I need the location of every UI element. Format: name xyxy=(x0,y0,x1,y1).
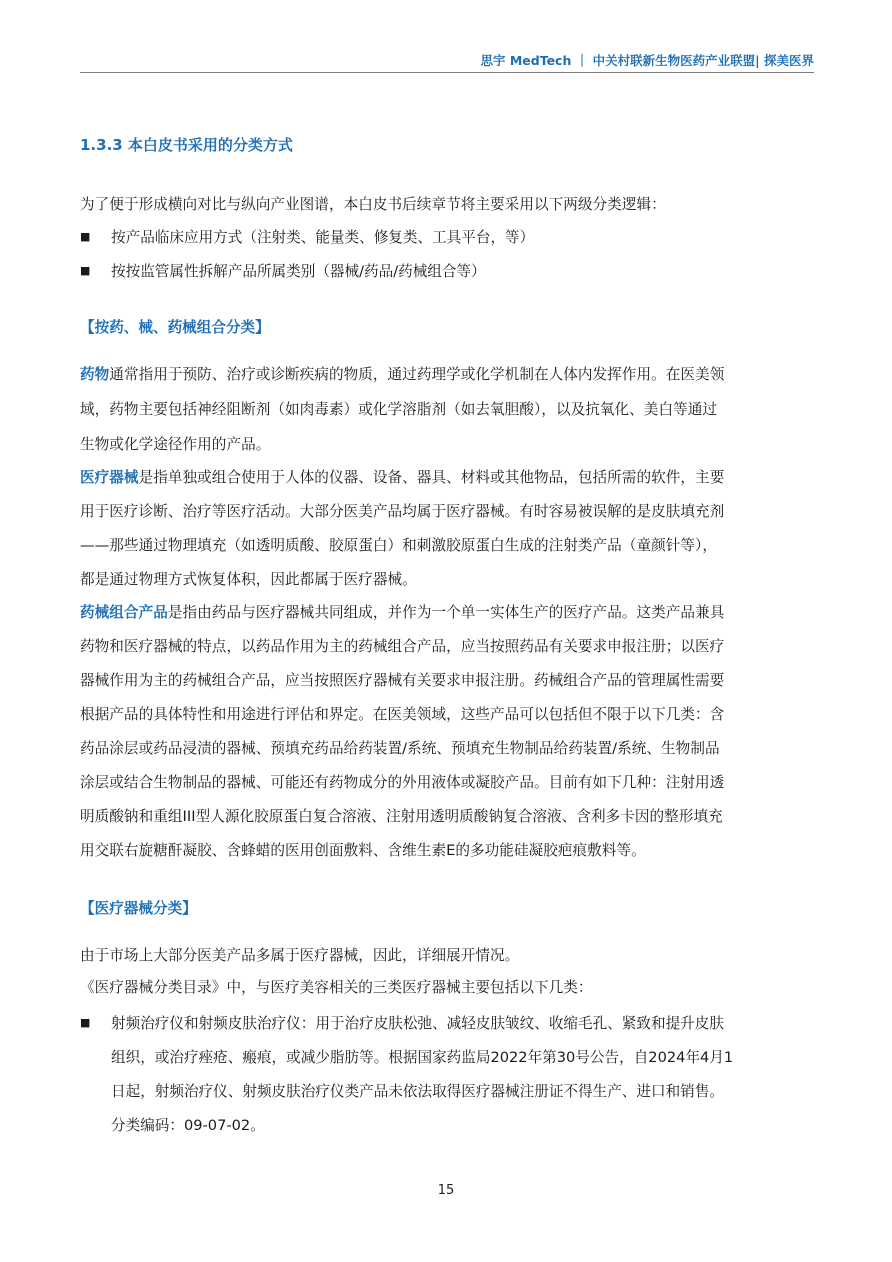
classification-bullet: 按产品临床应用方式（注射类、能量类、修复类、工具平台，等） xyxy=(111,229,535,246)
square-bullet-icon: ■ xyxy=(80,1016,91,1029)
combo-paragraph-line: 用交联右旋糖酐凝胶、含蜂蜡的医用创面敷料、含维生素E的多功能硅凝胶疤痕敷料等。 xyxy=(80,842,646,859)
device-class-heading: 【医疗器械分类】 xyxy=(80,900,197,917)
combo-paragraph-line: 明质酸钠和重组III型人源化胶原蛋白复合溶液、注射用透明质酸钠复合溶液、含利多卡因的整形填充 xyxy=(80,808,723,825)
drug-device-heading: 【按药、械、药械组合分类】 xyxy=(80,319,270,336)
page-header: 思宇 MedTech ｜ 中关村联新生物医药产业联盟| 探美医界 xyxy=(480,53,814,68)
combo-paragraph-line: 药品涂层或药品浸渍的器械、预填充药品给药装置/系统、预填充生物制品给药装置/系统、生物制品 xyxy=(80,740,720,757)
drug-paragraph-line: 生物或化学途径作用的产品。 xyxy=(80,436,271,453)
section-intro: 为了便于形成横向对比与纵向产业图谱，本白皮书后续章节将主要采用以下两级分类逻辑： xyxy=(80,196,666,213)
section-title: 1.3.3 本白皮书采用的分类方式 xyxy=(80,136,293,154)
header-divider xyxy=(80,72,814,73)
classification-bullet: 按按监管属性拆解产品所属类别（器械/药品/药械组合等） xyxy=(111,263,486,280)
square-bullet-icon: ■ xyxy=(80,230,91,243)
drug-term: 药物 xyxy=(80,366,110,383)
rf-device-line: 射频治疗仪和射频皮肤治疗仪：用于治疗皮肤松弛、减轻皮肤皱纹、收缩毛孔、紧致和提升皮肤 xyxy=(111,1015,724,1032)
combo-text: 是指由药品与医疗器械共同组成，并作为一个单一实体生产的医疗产品。这类产品兼具 xyxy=(167,604,725,621)
drug-paragraph-line xyxy=(80,363,724,384)
drug-paragraph-line: 域，药物主要包括神经阻断剂（如肉毒素）或化学溶脂剂（如去氧胆酸），以及抗氧化、美白等通过 xyxy=(80,401,718,418)
device-class-line: 由于市场上大部分医美产品多属于医疗器械，因此，详细展开情况。 xyxy=(80,947,520,964)
device-paragraph-line: ——那些通过物理填充（如透明质酸、胶原蛋白）和刺激胶原蛋白生成的注射类产品（童颜针等）， xyxy=(80,537,718,554)
combo-paragraph-line: 涂层或结合生物制品的器械、可能还有药物成分的外用液体或凝胶产品。目前有如下几种：注射用透 xyxy=(80,774,725,791)
combo-paragraph-line: 药物和医疗器械的特点，以药品作用为主的药械组合产品，应当按照药品有关要求申报注册；以医疗 xyxy=(80,638,725,655)
drug-text: 通常指用于预防、治疗或诊断疾病的物质，通过药理学或化学机制在人体内发挥作用。在医美领 xyxy=(109,366,725,383)
rf-device-line: 组织，或治疗痤疮、瘢痕，或减少脂肪等。根据国家药监局2022年第30号公告，自2024年4月1 xyxy=(111,1049,734,1066)
device-paragraph-line xyxy=(80,466,724,487)
square-bullet-icon: ■ xyxy=(80,264,91,277)
device-paragraph-line: 都是通过物理方式恢复体积，因此都属于医疗器械。 xyxy=(80,571,417,588)
page-number: 15 xyxy=(437,1183,455,1198)
combo-paragraph-line xyxy=(80,601,724,622)
device-class-line: 《医疗器械分类目录》中，与医疗美容相关的三类医疗器械主要包括以下几类： xyxy=(80,979,593,996)
combo-term: 药械组合产品 xyxy=(80,604,168,621)
rf-device-line: 分类编码：09-07-02。 xyxy=(111,1117,265,1134)
combo-paragraph-line: 根据产品的具体特性和用途进行评估和界定。在医美领域，这些产品可以包括但不限于以下几类：含 xyxy=(80,706,725,723)
device-term: 医疗器械 xyxy=(80,469,139,486)
device-paragraph-line: 用于医疗诊断、治疗等医疗活动。大部分医美产品均属于医疗器械。有时容易被误解的是皮肤填充剂 xyxy=(80,503,725,520)
combo-paragraph-line: 器械作用为主的药械组合产品，应当按照医疗器械有关要求申报注册。药械组合产品的管理属性需要 xyxy=(80,672,725,689)
device-text: 是指单独或组合使用于人体的仪器、设备、器具、材料或其他物品，包括所需的软件，主要 xyxy=(138,469,725,486)
rf-device-line: 日起，射频治疗仪、射频皮肤治疗仪类产品未依法取得医疗器械注册证不得生产、进口和销售。 xyxy=(111,1083,724,1100)
